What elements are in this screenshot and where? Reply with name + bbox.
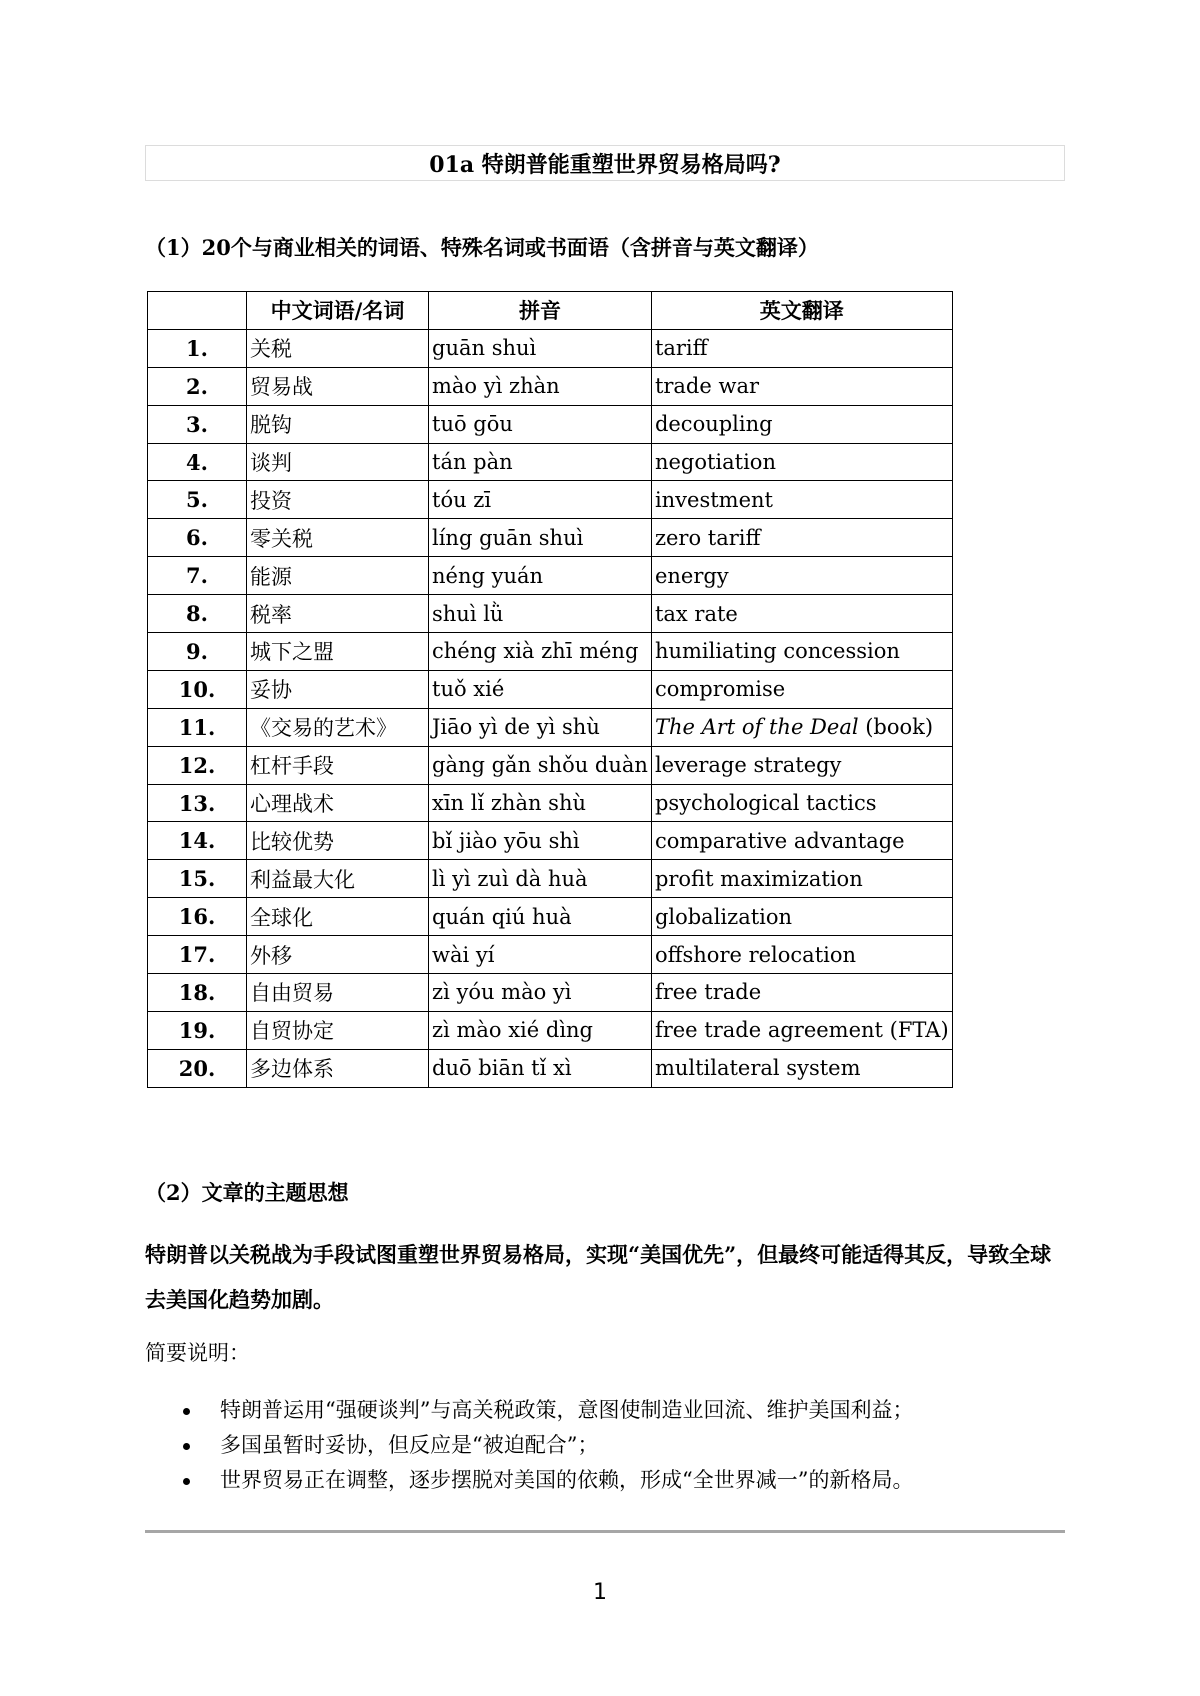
english-translation-cell: zero tariff	[651, 519, 952, 557]
row-number: 19.	[148, 1011, 247, 1049]
table-row	[148, 329, 953, 367]
book-title: The Art of the Deal	[654, 715, 859, 740]
pinyin-cell: tóu zī	[429, 481, 652, 519]
row-number: 9.	[148, 633, 247, 671]
bullet-dot-icon	[183, 1478, 190, 1485]
chinese-term-cell: 关税	[247, 329, 429, 367]
document-title	[145, 145, 1065, 181]
pinyin-cell: tuǒ xié	[429, 670, 652, 708]
chinese-term-cell: 贸易战	[247, 367, 429, 405]
english-translation-cell: globalization	[651, 898, 952, 936]
chinese-term-cell: 《交易的艺术》	[247, 708, 429, 746]
table-row	[148, 746, 953, 784]
brief-explanation-label: 简要说明：	[145, 1341, 250, 1365]
list-item-text: 特朗普运用“强硬谈判”与高关税政策，意图使制造业回流、维护美国利益；	[220, 1398, 914, 1422]
english-translation-cell: humiliating concession	[651, 633, 952, 671]
english-translation-cell: profit maximization	[651, 860, 952, 898]
pinyin-cell: duō biān tǐ xì	[429, 1049, 652, 1087]
table-row	[148, 708, 953, 746]
table-row	[148, 860, 953, 898]
english-translation-cell: compromise	[651, 670, 952, 708]
section-2-heading: （2）文章的主题思想	[145, 1180, 349, 1205]
chinese-term-cell: 妥协	[247, 670, 429, 708]
pinyin-cell: lì yì zuì dà huà	[429, 860, 652, 898]
bullet-list	[145, 1393, 1065, 1498]
table-row	[148, 595, 953, 633]
list-item	[145, 1393, 1065, 1428]
chinese-term-cell: 零关税	[247, 519, 429, 557]
row-number: 16.	[148, 898, 247, 936]
english-translation-cell: trade war	[651, 367, 952, 405]
pinyin-cell: quán qiú huà	[429, 898, 652, 936]
english-translation-cell: investment	[651, 481, 952, 519]
chinese-term-cell: 外移	[247, 936, 429, 974]
pinyin-cell: mào yì zhàn	[429, 367, 652, 405]
section-1-heading: （1）20个与商业相关的词语、特殊名词或书面语（含拼音与英文翻译）	[145, 235, 819, 260]
document-title-text: 01a 特朗普能重塑世界贸易格局吗?	[429, 151, 781, 178]
horizontal-rule	[145, 1530, 1065, 1533]
english-translation-cell: decoupling	[651, 405, 952, 443]
table-row	[148, 557, 953, 595]
chinese-term-cell: 城下之盟	[247, 633, 429, 671]
vocabulary-table	[147, 291, 953, 1088]
table-row	[148, 519, 953, 557]
chinese-term-cell: 杠杆手段	[247, 746, 429, 784]
list-item-text: 世界贸易正在调整，逐步摆脱对美国的依赖，形成“全世界减一”的新格局。	[220, 1468, 914, 1492]
english-translation-cell: tariff	[651, 329, 952, 367]
table-row	[148, 405, 953, 443]
row-number: 12.	[148, 746, 247, 784]
pinyin-cell: zì yóu mào yì	[429, 974, 652, 1012]
table-row	[148, 443, 953, 481]
pinyin-cell: guān shuì	[429, 329, 652, 367]
pinyin-cell: chéng xià zhī méng	[429, 633, 652, 671]
row-number: 8.	[148, 595, 247, 633]
pinyin-cell: néng yuán	[429, 557, 652, 595]
vocabulary-table-body	[148, 329, 953, 1087]
list-item	[145, 1428, 1065, 1463]
header-pinyin: 拼音	[429, 292, 652, 330]
pinyin-cell: xīn lǐ zhàn shù	[429, 784, 652, 822]
bullet-dot-icon	[183, 1443, 190, 1450]
chinese-term-cell: 谈判	[247, 443, 429, 481]
chinese-term-cell: 多边体系	[247, 1049, 429, 1087]
page-number: 1	[593, 1580, 607, 1605]
pinyin-cell: Jiāo yì de yì shù	[429, 708, 652, 746]
english-translation-cell: tax rate	[651, 595, 952, 633]
english-translation-cell: offshore relocation	[651, 936, 952, 974]
row-number: 18.	[148, 974, 247, 1012]
pinyin-cell: wài yí	[429, 936, 652, 974]
header-english: 英文翻译	[651, 292, 952, 330]
pinyin-cell: zì mào xié dìng	[429, 1011, 652, 1049]
chinese-term-cell: 自由贸易	[247, 974, 429, 1012]
row-number: 6.	[148, 519, 247, 557]
english-translation-cell: psychological tactics	[651, 784, 952, 822]
chinese-term-cell: 自贸协定	[247, 1011, 429, 1049]
english-translation-cell	[651, 708, 952, 746]
table-row	[148, 670, 953, 708]
header-chinese: 中文词语/名词	[247, 292, 429, 330]
row-number: 2.	[148, 367, 247, 405]
list-item-text: 多国虽暂时妥协，但反应是“被迫配合”；	[220, 1433, 599, 1457]
chinese-term-cell: 利益最大化	[247, 860, 429, 898]
thesis-statement: 特朗普以关税战为手段试图重塑世界贸易格局，实现“美国优先”，但最终可能适得其反，导致全球去美国化趋势加剧。	[145, 1242, 1052, 1312]
chinese-term-cell: 全球化	[247, 898, 429, 936]
row-number: 3.	[148, 405, 247, 443]
english-translation-cell: leverage strategy	[651, 746, 952, 784]
row-number: 13.	[148, 784, 247, 822]
english-translation-cell: multilateral system	[651, 1049, 952, 1087]
table-row	[148, 367, 953, 405]
row-number: 4.	[148, 443, 247, 481]
chinese-term-cell: 比较优势	[247, 822, 429, 860]
row-number: 5.	[148, 481, 247, 519]
book-suffix: (book)	[858, 715, 934, 740]
chinese-term-cell: 能源	[247, 557, 429, 595]
row-number: 17.	[148, 936, 247, 974]
table-row	[148, 822, 953, 860]
chinese-term-cell: 投资	[247, 481, 429, 519]
table-row	[148, 936, 953, 974]
chinese-term-cell: 税率	[247, 595, 429, 633]
chinese-term-cell: 心理战术	[247, 784, 429, 822]
row-number: 14.	[148, 822, 247, 860]
english-translation-cell: free trade	[651, 974, 952, 1012]
pinyin-cell: tuō gōu	[429, 405, 652, 443]
english-translation-cell: negotiation	[651, 443, 952, 481]
table-row	[148, 898, 953, 936]
table-row	[148, 784, 953, 822]
row-number: 10.	[148, 670, 247, 708]
chinese-term-cell: 脱钩	[247, 405, 429, 443]
row-number: 15.	[148, 860, 247, 898]
list-item	[145, 1463, 1065, 1498]
pinyin-cell: líng guān shuì	[429, 519, 652, 557]
pinyin-cell: bǐ jiào yōu shì	[429, 822, 652, 860]
row-number: 11.	[148, 708, 247, 746]
table-row	[148, 1049, 953, 1087]
english-translation-cell: comparative advantage	[651, 822, 952, 860]
row-number: 1.	[148, 329, 247, 367]
table-header-row	[148, 292, 953, 330]
pinyin-cell: gàng gǎn shǒu duàn	[429, 746, 652, 784]
header-number	[148, 292, 247, 330]
table-row	[148, 974, 953, 1012]
english-translation-cell: energy	[651, 557, 952, 595]
english-translation-cell: free trade agreement (FTA)	[651, 1011, 952, 1049]
pinyin-cell: shuì lǜ	[429, 595, 652, 633]
table-row	[148, 481, 953, 519]
row-number: 7.	[148, 557, 247, 595]
pinyin-cell: tán pàn	[429, 443, 652, 481]
table-row	[148, 1011, 953, 1049]
bullet-dot-icon	[183, 1408, 190, 1415]
row-number: 20.	[148, 1049, 247, 1087]
table-row	[148, 633, 953, 671]
